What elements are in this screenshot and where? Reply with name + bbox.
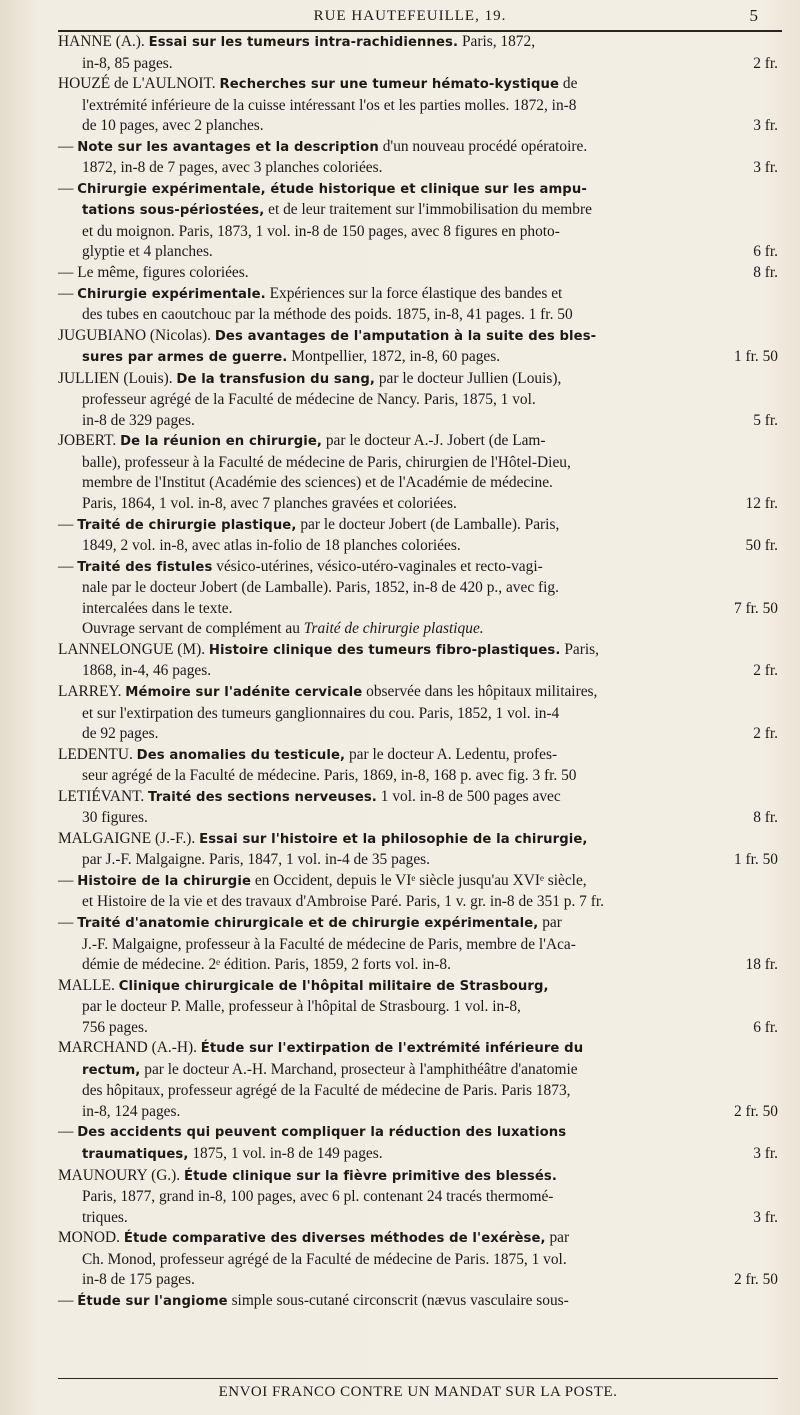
- entry-price: 5 fr.: [753, 411, 778, 429]
- entry-text: —: [58, 284, 78, 302]
- entry-text: —: [58, 515, 78, 533]
- entry-line: [58, 871, 778, 893]
- entry-text: J.-F. Malgaigne, professeur à la Faculté de médecine de Paris, membre de l'Aca-: [82, 935, 576, 953]
- entry-text: par le docteur A.-H. Marchand, prosecteur à l'amphithéâtre d'anatomie: [140, 1060, 578, 1078]
- entry-text: démie de médecine. 2ᵉ édition. Paris, 1859, 2 forts vol. in-8.: [82, 956, 451, 974]
- entry-title: Histoire clinique des tumeurs fibro-plastiques.: [208, 642, 561, 658]
- entry-line: [58, 661, 778, 682]
- entry-text: des hôpitaux, professeur agrégé de la Faculté de médecine de Paris. Paris 1873,: [82, 1082, 571, 1100]
- entry-text: par: [545, 1229, 570, 1247]
- entry-title: Des avantages de l'amputation à la suite des bles-: [214, 328, 597, 344]
- entry-title: Traité des fistules: [77, 559, 213, 575]
- entry-text: in-8, 85 pages.: [82, 54, 173, 72]
- catalog-entry: [58, 557, 778, 640]
- entry-title: Étude sur l'angiome: [77, 1293, 228, 1309]
- entry-text: par J.-F. Malgaigne. Paris, 1847, 1 vol. in-4 de 35 pages.: [82, 851, 430, 869]
- catalog-entry: [58, 682, 778, 745]
- entry-line: [58, 453, 778, 474]
- entry-title: Traité de chirurgie plastique,: [77, 517, 297, 533]
- entry-line: [58, 935, 778, 956]
- entry-text: 1868, in-4, 46 pages.: [82, 662, 212, 680]
- entry-text: —: [58, 1291, 78, 1309]
- entry-line: [58, 1122, 778, 1144]
- entry-price: 8 fr.: [753, 264, 778, 282]
- entry-text: MALLE.: [58, 976, 119, 994]
- entry-text: HOUZÉ de L'AULNOIT.: [58, 75, 220, 93]
- entry-price: 2 fr. 50: [733, 1271, 778, 1289]
- catalog-entry: [58, 787, 778, 829]
- catalog-entry: [58, 284, 778, 326]
- entry-line: [58, 1228, 778, 1250]
- entry-text: l'extrémité inférieure de la cuisse intéressant l'os et les parties molles. 1872, in-8: [82, 96, 577, 114]
- entry-title: Étude sur l'extirpation de l'extrémité inférieure du: [200, 1041, 584, 1057]
- entry-line: [58, 96, 778, 117]
- entry-text: 1875, 1 vol. in-8 de 149 pages.: [188, 1144, 383, 1162]
- entry-text: par: [538, 913, 562, 931]
- entry-text: MALGAIGNE (J.-F.).: [58, 829, 200, 847]
- entry-line: [58, 1018, 778, 1039]
- entry-text: in-8 de 329 pages.: [82, 411, 195, 429]
- catalog-entry: [58, 32, 778, 74]
- entry-text: LEDENTU.: [58, 745, 137, 763]
- entry-price: 3 fr.: [753, 1144, 778, 1162]
- entry-price: 50 fr.: [745, 537, 778, 555]
- entry-price: 8 fr.: [753, 809, 778, 827]
- entry-text: 1849, 2 vol. in-8, avec atlas in-folio de 18 planches coloriées.: [82, 537, 461, 555]
- entry-line: [58, 431, 778, 453]
- entry-text: Montpellier, 1872, in-8, 60 pages.: [287, 348, 501, 366]
- entry-text: par le docteur Jullien (Louis),: [374, 369, 562, 387]
- catalog-entry: [58, 745, 778, 787]
- entry-text: —: [58, 557, 78, 575]
- entry-line: [58, 1250, 778, 1271]
- entry-line: [58, 557, 778, 579]
- entry-title: Des accidents qui peuvent compliquer la réduction des luxations: [77, 1125, 567, 1141]
- entry-line: [58, 1038, 778, 1060]
- entry-title: De la réunion en chirurgie,: [120, 434, 323, 450]
- entry-line: [58, 347, 778, 369]
- entry-title: Recherches sur une tumeur hémato-kystique: [219, 77, 560, 93]
- entry-text: et sur l'extirpation des tumeurs ganglionnaires du cou. Paris, 1852, 1 vol. in-4: [82, 704, 560, 722]
- catalog-entry: [58, 326, 778, 369]
- catalog-entry: [58, 1166, 778, 1229]
- entry-line: [58, 515, 778, 537]
- entry-title: Des anomalies du testicule,: [136, 747, 346, 763]
- entry-line: [58, 766, 778, 787]
- entry-title: Histoire de la chirurgie: [77, 873, 251, 889]
- entry-text: de 92 pages.: [82, 725, 159, 743]
- entry-text: professeur agrégé de la Faculté de médecine de Nancy. Paris, 1875, 1 vol.: [82, 391, 536, 409]
- entry-line: [58, 913, 778, 935]
- entry-title: Clinique chirurgicale de l'hôpital militaire de Strasbourg,: [118, 978, 549, 994]
- entry-price: 2 fr.: [753, 54, 778, 72]
- entry-text: —: [58, 871, 78, 889]
- entry-price: 3 fr.: [753, 159, 778, 177]
- entry-text: MONOD.: [58, 1229, 124, 1247]
- catalog-entry: [58, 263, 778, 284]
- entry-title: Mémoire sur l'adénite cervicale: [125, 684, 363, 700]
- entry-title: rectum,: [82, 1062, 141, 1078]
- entry-text: HANNE (A.).: [58, 33, 149, 50]
- entry-line: [58, 745, 778, 767]
- entry-title: Étude clinique sur la fièvre primitive des blessés.: [183, 1168, 557, 1184]
- entry-price: 18 fr.: [745, 956, 778, 974]
- entry-text: Paris, 1877, grand in-8, 100 pages, avec 6 pl. contenant 24 tracés thermomé-: [82, 1188, 554, 1206]
- entry-line: [58, 284, 778, 306]
- entry-text: LETIÉVANT.: [58, 787, 149, 805]
- page-number: 5: [749, 6, 758, 25]
- entry-line: [58, 32, 778, 54]
- entry-text: JUGUBIANO (Nicolas).: [58, 326, 215, 344]
- entry-text: MAUNOURY (G.).: [58, 1166, 184, 1184]
- entry-text: seur agrégé de la Faculté de médecine. Paris, 1869, in-8, 168 p. avec fig. 3 fr. 50: [82, 767, 577, 785]
- entry-text: de 10 pages, avec 2 planches.: [82, 117, 264, 135]
- entry-line: [58, 682, 778, 704]
- entry-line: [58, 1060, 778, 1082]
- entry-text: par le docteur P. Malle, professeur à l'hôpital de Strasbourg. 1 vol. in-8,: [82, 998, 521, 1016]
- entry-line: [58, 369, 778, 391]
- entry-text: JULLIEN (Louis).: [58, 369, 177, 387]
- entry-title: Traité des sections nerveuses.: [148, 789, 377, 805]
- entry-line: [58, 1166, 778, 1188]
- entry-line: [58, 536, 778, 557]
- entry-line: [58, 116, 778, 137]
- entry-text: et du moignon. Paris, 1873, 1 vol. in-8 de 150 pages, avec 8 figures en photo-: [82, 222, 560, 240]
- catalog-entry: [58, 913, 778, 976]
- catalog-entry: [58, 1291, 778, 1313]
- entry-italic: Traité de chirurgie plastique.: [303, 620, 484, 638]
- entry-price: 6 fr.: [753, 1018, 778, 1036]
- entry-text: simple sous-cutané circonscrit (nævus vasculaire sous-: [227, 1291, 569, 1309]
- catalog-entry: [58, 1228, 778, 1291]
- entry-line: [58, 222, 778, 243]
- entry-text: et Histoire de la vie et des travaux d'Ambroise Paré. Paris, 1 v. gr. in-8 de 351 p. 7 fr.: [82, 893, 604, 911]
- entry-text: 756 pages.: [82, 1018, 148, 1036]
- entry-title: Chirurgie expérimentale, étude historique et clinique sur les ampu-: [77, 181, 587, 197]
- catalog-entry: [58, 179, 778, 263]
- entry-line: [58, 1081, 778, 1102]
- entry-title: Étude comparative des diverses méthodes de l'exérèse,: [123, 1231, 546, 1247]
- entry-text: Paris, 1872,: [458, 33, 536, 50]
- entry-price: 12 fr.: [745, 495, 778, 513]
- catalog-entry: [58, 640, 778, 682]
- entry-text: en Occident, depuis le VIᵉ siècle jusqu'au XVIᵉ siècle,: [251, 871, 587, 889]
- entry-line: [58, 704, 778, 725]
- entry-title: Note sur les avantages et la description: [77, 139, 379, 155]
- catalog-entry: [58, 976, 778, 1039]
- entry-line: [58, 1187, 778, 1208]
- entry-text: Ouvrage servant de complément au: [82, 620, 304, 638]
- entry-text: —: [58, 913, 78, 931]
- entry-line: [58, 242, 778, 263]
- entry-text: JOBERT.: [58, 432, 121, 450]
- entry-text: glyptie et 4 planches.: [82, 243, 213, 261]
- entry-price: 7 fr. 50: [733, 599, 778, 617]
- entry-line: [58, 724, 778, 745]
- entry-price: 2 fr.: [753, 725, 778, 743]
- entry-text: —: [58, 137, 78, 155]
- entry-text: d'un nouveau procédé opératoire.: [378, 137, 588, 155]
- entry-title: Essai sur les tumeurs intra-rachidiennes.: [148, 35, 459, 50]
- entry-line: [58, 892, 778, 913]
- entry-title: sures par armes de guerre.: [82, 350, 288, 366]
- entry-line: [58, 808, 778, 829]
- entry-line: [58, 599, 778, 620]
- footer-notice: ENVOI FRANCO CONTRE UN MANDAT SUR LA POSTE.: [218, 1384, 618, 1400]
- entry-line: [58, 200, 778, 222]
- footer-rule: [58, 1378, 778, 1379]
- entry-price: 3 fr.: [753, 117, 778, 135]
- entry-text: membre de l'Institut (Académie des sciences) et de l'Académie de médecine.: [82, 474, 553, 492]
- running-head: RUE HAUTEFEUILLE, 19.: [313, 8, 507, 24]
- entry-text: 30 figures.: [82, 809, 148, 827]
- catalog-entry: [58, 871, 778, 913]
- catalog-entry: [58, 1038, 778, 1122]
- catalog-entry: [58, 1122, 778, 1165]
- entry-text: par le docteur A. Ledentu, profes-: [345, 745, 558, 763]
- entry-text: in-8 de 175 pages.: [82, 1271, 195, 1289]
- entry-line: [58, 137, 778, 159]
- entry-line: [58, 955, 778, 976]
- entry-text: LANNELONGUE (M).: [58, 640, 209, 658]
- entry-price: 3 fr.: [753, 1208, 778, 1226]
- entry-line: [58, 1208, 778, 1229]
- entry-title: Essai sur l'histoire et la philosophie de la chirurgie,: [199, 831, 588, 847]
- entry-line: [58, 578, 778, 599]
- entry-title: Traité d'anatomie chirurgicale et de chirurgie expérimentale,: [77, 915, 539, 931]
- entry-line: [58, 74, 778, 96]
- entry-text: balle), professeur à la Faculté de médecine de Paris, chirurgien de l'Hôtel-Dieu,: [82, 453, 571, 471]
- entry-price: 6 fr.: [753, 243, 778, 261]
- catalog-entry: [58, 829, 778, 871]
- entry-line: [58, 787, 778, 809]
- entry-text: —: [58, 1123, 78, 1141]
- entry-line: [58, 976, 778, 998]
- catalog-entry: [58, 515, 778, 557]
- entry-line: [58, 640, 778, 662]
- catalog-listing: [58, 32, 778, 1312]
- entry-line: [58, 1102, 778, 1123]
- entry-price: 2 fr.: [753, 662, 778, 680]
- catalog-entry: [58, 74, 778, 137]
- entry-text: par le docteur A.-J. Jobert (de Lam-: [322, 432, 546, 450]
- entry-line: [58, 305, 778, 326]
- entry-line: [58, 997, 778, 1018]
- entry-text: vésico-utérines, vésico-utéro-vaginales et recto-vagi-: [212, 557, 543, 575]
- entry-text: et de leur traitement sur l'immobilisation du membre: [264, 201, 592, 219]
- entry-text: Expériences sur la force élastique des bandes et: [265, 284, 563, 302]
- entry-title: Chirurgie expérimentale.: [77, 286, 266, 302]
- entry-text: in-8, 124 pages.: [82, 1102, 181, 1120]
- entry-text: des tubes en caoutchouc par la méthode des poids. 1875, in-8, 41 pages. 1 fr. 50: [82, 306, 573, 324]
- catalog-entry: [58, 369, 778, 432]
- entry-price: 2 fr. 50: [733, 1102, 778, 1120]
- entry-text: nale par le docteur Jobert (de Lamballe). Paris, 1852, in-8 de 420 p., avec fig.: [82, 579, 559, 597]
- entry-text: Ch. Monod, professeur agrégé de la Faculté de médecine de Paris. 1875, 1 vol.: [82, 1250, 567, 1268]
- entry-title: De la transfusion du sang,: [176, 371, 375, 387]
- entry-text: observée dans les hôpitaux militaires,: [362, 682, 598, 700]
- entry-line: [58, 411, 778, 432]
- entry-line: [58, 263, 778, 284]
- entry-line: [58, 1270, 778, 1291]
- entry-text: MARCHAND (A.-H).: [58, 1039, 201, 1057]
- entry-title: traumatiques,: [82, 1146, 189, 1162]
- entry-line: [58, 158, 778, 179]
- entry-line: [58, 473, 778, 494]
- entry-line: [58, 326, 778, 348]
- entry-text: de: [559, 75, 578, 93]
- entry-text: Paris, 1864, 1 vol. in-8, avec 7 planches gravées et coloriées.: [82, 495, 457, 513]
- entry-text: —: [58, 179, 78, 197]
- entry-line: [58, 494, 778, 515]
- entry-line: [58, 1144, 778, 1166]
- entry-price: 1 fr. 50: [733, 851, 778, 869]
- entry-text: 1872, in-8 de 7 pages, avec 3 planches coloriées.: [82, 159, 383, 177]
- entry-line: [58, 390, 778, 411]
- entry-text: Paris,: [560, 640, 599, 658]
- entry-text: LARREY.: [58, 682, 126, 700]
- entry-line: [58, 1291, 778, 1313]
- entry-title: tations sous-périostées,: [82, 203, 265, 219]
- entry-text: par le docteur Jobert (de Lamballe). Paris,: [296, 515, 560, 533]
- entry-line: [58, 619, 778, 640]
- catalog-entry: [58, 137, 778, 179]
- entry-price: 1 fr. 50: [733, 348, 778, 366]
- entry-line: [58, 179, 778, 201]
- entry-text: triques.: [82, 1208, 128, 1226]
- entry-line: [58, 54, 778, 75]
- entry-line: [58, 829, 778, 851]
- entry-text: — Le même, figures coloriées.: [58, 264, 249, 282]
- entry-line: [58, 850, 778, 871]
- entry-text: intercalées dans le texte.: [82, 599, 233, 617]
- catalog-entry: [58, 431, 778, 514]
- entry-text: 1 vol. in-8 de 500 pages avec: [376, 787, 561, 805]
